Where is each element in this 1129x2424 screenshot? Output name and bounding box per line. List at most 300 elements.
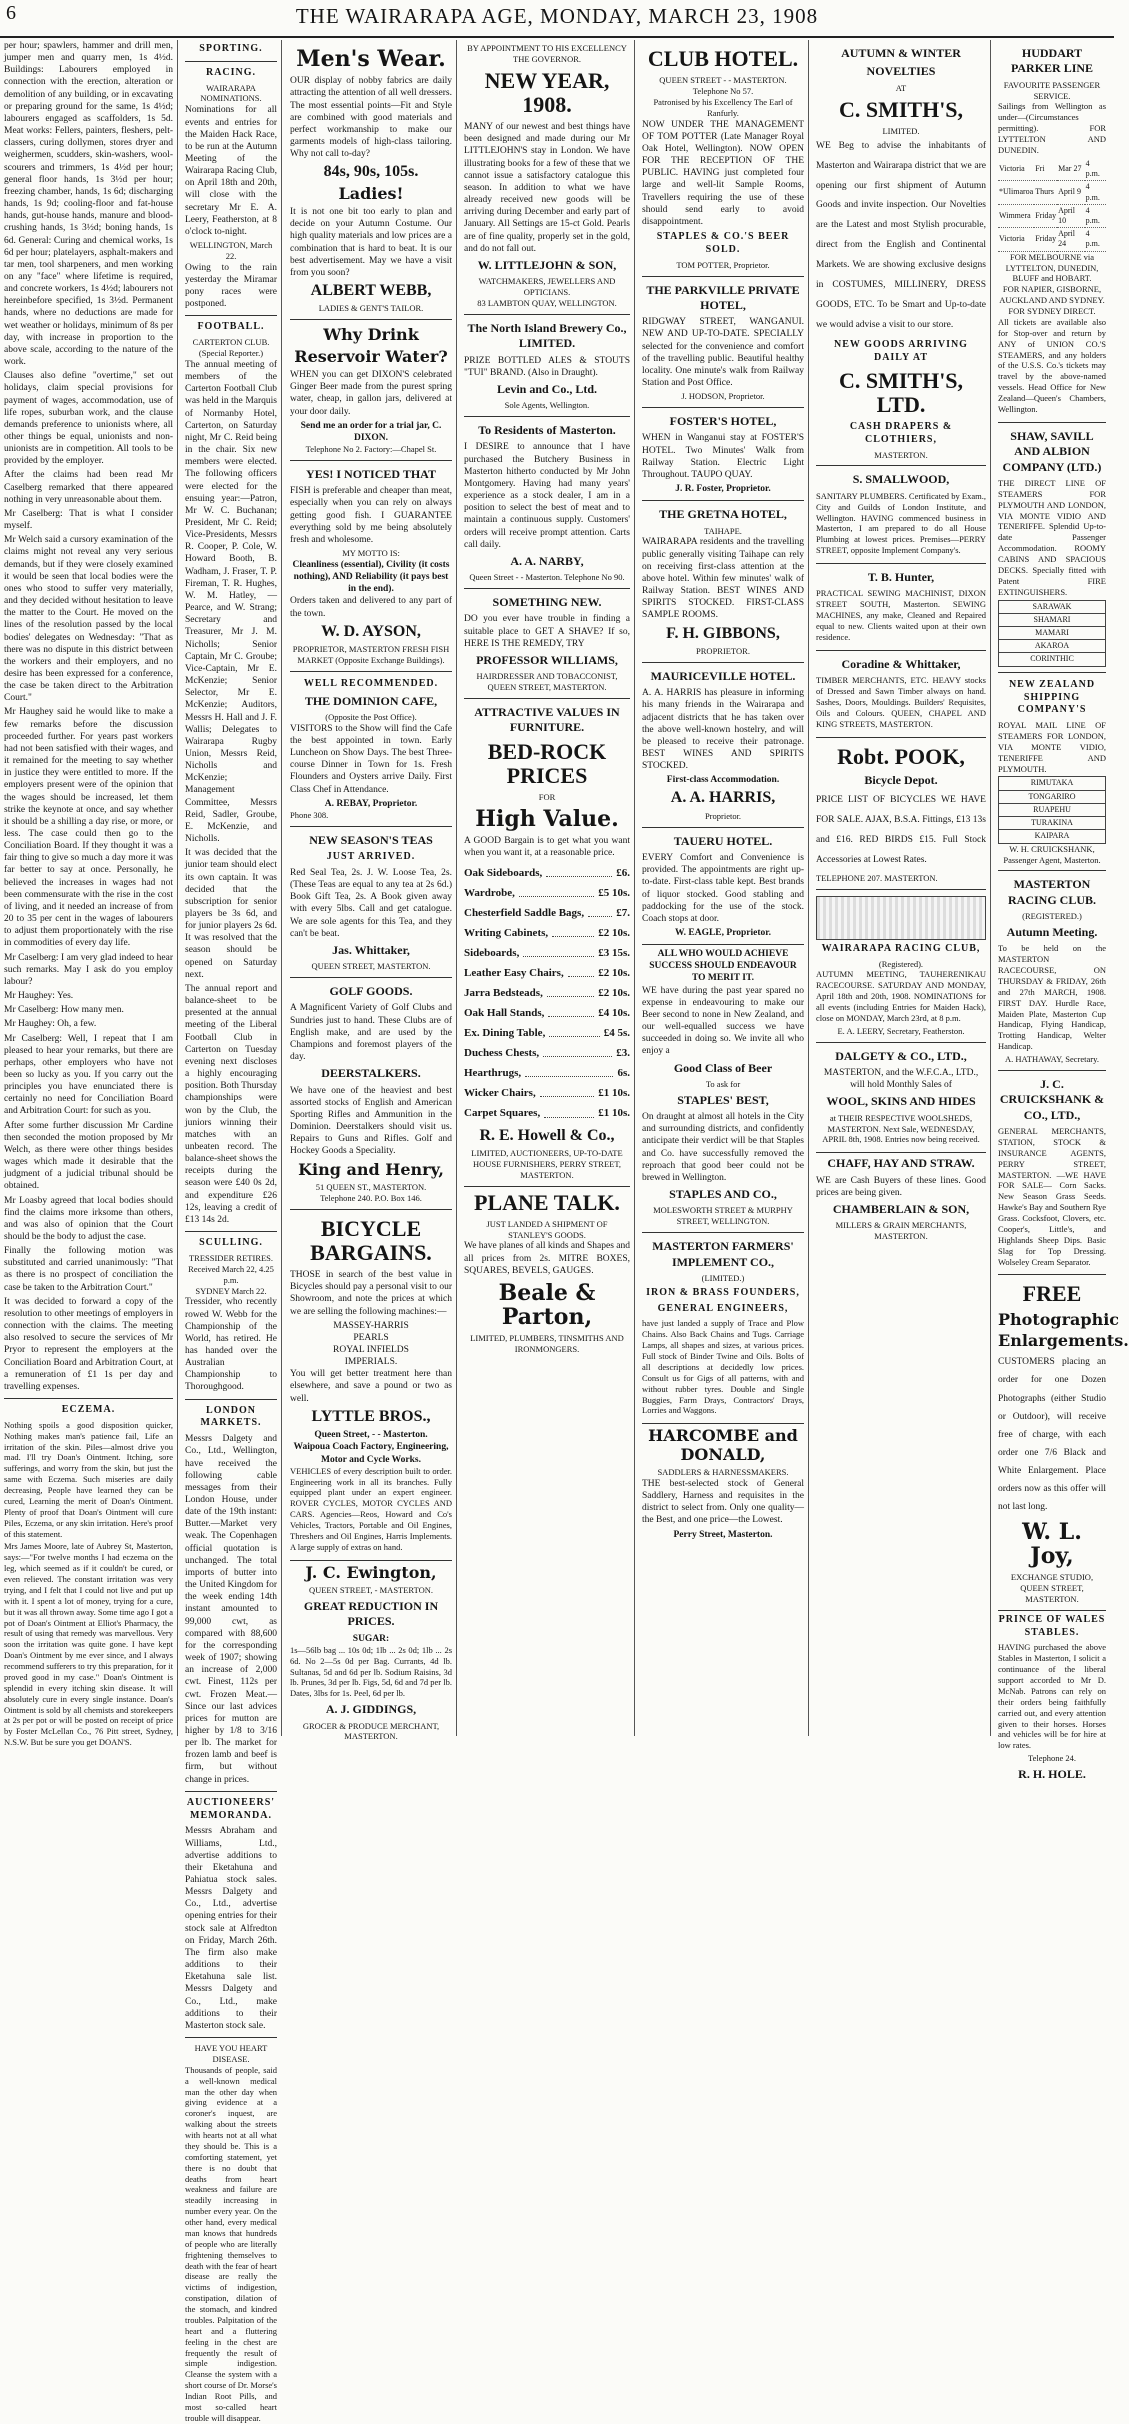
article-paragraph: Messrs Abraham and Williams, Ltd., advertise additions to their Eketahuna and Pahiatua stock sales. Messrs Dalgety and Co., Ltd., advertise opening entries for their stock sale at Alfredton on Friday, March 26th. The firm also make additions to their Eketahuna sale list. Messrs Dalgety and Co., Ltd., make additions to their Masterton stock sale. — [185, 1826, 277, 2031]
sailing-table — [998, 158, 1106, 252]
advert-title: AUTUMN & WINTER — [841, 46, 961, 60]
sailing-cell: Wimmera — [998, 204, 1034, 227]
article-paragraph: Clauses also define "overtime," set out holidays, claim special provisions for payment of wages, accommodation, use of life ropes, suburban work, and the clause demands preference to unionists where, all other things be equal, unionists and non-unionists are in competition. All tools to be provided by the employer. — [4, 371, 173, 467]
advert-furniture — [464, 699, 630, 1187]
item-price: £4 5s. — [603, 1027, 630, 1040]
advert-title: ALL WHO WOULD ACHIEVE SUCCESS SHOULD ENDEAVOUR TO MERIT IT. — [649, 949, 797, 984]
advert-text: All tickets are available also for Stop-over and return by ANY of UNION CO.'S STEAMERS, and any holders of the U.S.S. Co.'s tickets may travel by the above-named vessels. Head Office for New Zealand—Queen's Chambers, Wellington. — [998, 316, 1106, 414]
advert-text: THE best-selected stock of General Saddlery, Harness and requisites in the district to select from. Only one quality—the Best, and one price—the Lowest. — [642, 1478, 804, 1526]
advert-subtitle: JUST ARRIVED. — [326, 851, 416, 863]
advert-title: The North Island Brewery Co., LIMITED. — [467, 320, 627, 351]
advert-title: THE GRETNA HOTEL, — [659, 507, 787, 522]
advertiser-name: A. A. HARRIS, — [670, 789, 776, 807]
newspaper-title: THE WAIRARAPA AGE, MONDAY, MARCH 23, 1908 — [295, 4, 819, 28]
price-row — [464, 926, 630, 940]
advert-text: You will get better treatment here than elsewhere, and save a pound or two as well. — [290, 1369, 452, 1404]
ship-row — [999, 803, 1106, 816]
ship-row — [999, 830, 1106, 843]
price-row — [464, 1026, 630, 1040]
item-price: 6s. — [617, 1067, 630, 1080]
advertiser-detail: PROPRIETOR. — [696, 645, 750, 656]
advert-text: WHEN you can get DIXON'S celebrated Ginger Beer made from the purest spring water, cheap, in gallon jars, delivered at your door daily. — [290, 370, 452, 417]
advert-text: WAIRARAPA residents and the travelling public generally visiting Taihape can rely on receiving first-class attention at the above hotel. Within few minutes' walk of Railway Station. BEST WINES AND SPIRITS STOCKED. FIRST-CLASS SAMPLE ROOMS. — [642, 537, 804, 621]
advert-shaw-savill — [998, 423, 1106, 673]
advertiser-detail: TAIHAPE. — [704, 525, 742, 536]
advert-pook — [816, 738, 986, 890]
advert-mens-wear — [290, 40, 452, 320]
sailing-cell: *Ulimaroa — [998, 181, 1034, 204]
item-name: Carpet Squares, — [464, 1107, 541, 1120]
leader-dots — [543, 1046, 612, 1057]
sailing-cell: 4 p.m. — [1085, 204, 1106, 227]
item-price: £3. — [616, 1047, 630, 1060]
advertiser-detail: LADIES & GENT'S TAILOR. — [318, 303, 424, 314]
divider — [185, 315, 277, 316]
advert-text: WE are Cash Buyers of these lines. Good prices are being given. — [816, 1175, 986, 1198]
route-heading: FOR NAPIER, GISBORNE, AUCKLAND AND SYDNEY. — [999, 284, 1105, 306]
advert-text: We have planes of all kinds and Shapes and all prices from 2s. MITRE BOXES, SQUARES, BEVELS, GAUGES. — [464, 1241, 630, 1276]
ship-name: TURAKINA — [999, 817, 1106, 830]
advert-subtitle: NEW GOODS ARRIVING DAILY AT — [834, 339, 968, 363]
item-name: Wicker Chairs, — [464, 1087, 536, 1100]
advert-title: SOMETHING NEW. — [492, 595, 602, 610]
leader-dots — [544, 1106, 594, 1117]
advert-text: Sailings from Wellington as under—(Circumstances permitting). FOR LYTTELTON AND DUNEDIN. — [998, 101, 1106, 155]
advert-callout: Send me an order for a trial jar, C. DIXON. — [300, 420, 442, 443]
advert-title: BICYCLE BARGAINS. — [310, 1215, 432, 1265]
leader-dots — [548, 1006, 594, 1017]
advertiser-detail: MOLESWORTH STREET & MURPHY STREET, WELLINGTON. — [653, 1205, 793, 1227]
leader-dots — [588, 906, 612, 917]
advert-title: NEW YEAR, 1908. — [484, 67, 610, 117]
advert-callout: MY MOTTO IS: — [342, 548, 400, 558]
advert-title: To Residents of Masterton. — [478, 423, 616, 438]
advert-title: WAIRARAPA RACING CLUB, — [821, 942, 981, 954]
sailing-cell: 4 p.m. — [1085, 181, 1106, 204]
advert-dalgety — [816, 1043, 986, 1154]
article-paragraph: The annual meeting of members of the Carterton Football Club was held in the Marquis of Normanby Hotel, Carterton, on Saturday night, Mr C. Reid being in the chair. Six new members were elected. The following officers were elected for the ensuing year:—Patron, Mr W. C. Buchanan; President, Mr C. Reid; Vice-Presidents, Messrs R. Cooper, P. Cole, W. Howard Booth, B. Wadham, J. Fraser, T. P. Fireman, T. R. Hughes, W. M. Hatley, — Pearce, and W. Strang; Secretary and Treasurer, Mr J. M. Nicholls; Senior Captain, Mr C. Groube; Vice-Captain, Mr E. McKenzie; Senior Selector, Mr E. McKenzie; Auditors, Messrs H. Hall and J. F. Wallis; Delegates to Wairarapa Rugby Union, Messrs Reid, Nicholls and McKenzie; Management Committee, Messrs Reid, Sadler, Groube, E. McKenzie, and Nicholls. — [185, 359, 277, 845]
divider — [185, 1399, 277, 1400]
advert-subtitle: BY APPOINTMENT TO HIS EXCELLENCY THE GOVERNOR. — [467, 43, 627, 64]
price-row — [464, 1086, 630, 1100]
advertiser-name: W. LITTLEJOHN & SON, — [477, 257, 617, 272]
advertiser-detail: 83 LAMBTON QUAY, WELLINGTON. — [477, 297, 617, 308]
sailing-cell: Victoria — [998, 228, 1034, 251]
advertiser-name: PROFESSOR WILLIAMS, — [476, 652, 618, 667]
advertiser-detail: Phone 308. — [290, 809, 329, 820]
article-paragraph: Mr Caselberg: Well, I repeat that I am pleased to hear your remarks, but there are perhaps, other employers who have not been so lucky as you. If you carry out the principles you have enunciated there is certainly no need for Conciliation Board and Arbitration Court: for such as you. — [4, 1033, 173, 1117]
bike-brand: IMPERIALS. — [344, 1357, 398, 1368]
advert-c-smiths — [816, 40, 986, 466]
item-price: £6. — [616, 866, 630, 879]
item-name: Oak Hall Stands, — [464, 1007, 545, 1020]
item-price: £5 10s. — [598, 886, 630, 899]
advert-text: PRIZE BOTTLED ALES & STOUTS "TUI" BRAND. (Also in Draught). — [464, 355, 630, 378]
advert-title: GREAT REDUCTION IN PRICES. — [303, 1598, 439, 1629]
advert-title: THE PARKVILLE PRIVATE HOTEL, — [646, 282, 800, 312]
advertiser-detail: Patronised by his Excellency The Earl of Ranfurly. — [653, 96, 793, 118]
advertiser-name: R. E. Howell & Co., — [479, 1126, 615, 1144]
advertiser-name: HARCOMBE and DONALD, — [648, 1426, 798, 1464]
advert-subtitle: Autumn Meeting. — [1006, 925, 1098, 939]
article-paragraph: After some further discussion Mr Cardine then seconded the motion proposed by Mr Welch, as there were other things besides wages which made it desirable that the judgment of a judicial tribunal should be obtained. — [4, 1120, 173, 1192]
item-name: Writing Cabinets, — [464, 926, 549, 939]
advert-title: MASTERTON FARMERS' IMPLEMENT CO., — [652, 1239, 794, 1269]
leader-dots — [519, 886, 594, 897]
bike-brand: PEARLS — [353, 1332, 389, 1343]
sailing-cell: Friday — [1034, 228, 1057, 251]
dateline: Received March 22, 4.25 p.m. — [188, 1263, 274, 1285]
advert-title: CLUB HOTEL. — [647, 46, 799, 71]
ship-name: RUAPEHU — [999, 803, 1106, 816]
advert-subtitle: Waipoua Coach Factory, Engineering, Motor and Cycle Works. — [293, 1442, 449, 1465]
advertiser-detail: EXCHANGE STUDIO, QUEEN STREET, MASTERTON. — [1010, 1572, 1094, 1604]
advert-text: Thousands of people, said a well-known medical man the other day when giving evidence at a coroner's inquest, are walking about the streets with hearts not at all what they should be. This is a comforting statement, yet there is no doubt that deaths from heart weakness and failure are steadily increasing in number every year. On the other hand, every medical man knows that hundreds of people who are literally frightening themselves to death with the fear of heart disease are really the victims of indigestion, constipation, dilation of the stomach, and kindred troubles. Palpitation of the heart and a fluttering feeling in the chest are frequently the result of simple indigestion. Cleanse the system with a short course of Dr. Morse's Indian Root Pills, and most so-called heart trouble will disappear. — [185, 2064, 277, 2423]
article-paragraph: Messrs Dalgety and Co., Ltd., Wellington, have received the following cable messages from their London House, under date of the 19th instant: Butter.—Market very weak. The Copenhagen official quotation is unchanged. The total imports of butter into the United Kingdom for the week ending 14th instant amounted to 99,000 cwt, as compared with 88,600 for the corresponding week of 1907; showing an increase of 2,000 cwt. Finest, 112s per cwt. Frozen Meat.—Since our last advices prices for mutton are higher by 1/8 to 3/16 per lb. The market for frozen lamb and beef is firm, but without change in prices. — [185, 1434, 277, 1785]
advertiser-detail: QUEEN STREET - - MASTERTON. Telephone No 57. — [659, 75, 787, 97]
advertiser-detail: Telephone 240. P.O. Box 146. — [320, 1192, 422, 1203]
advert-cruickshank — [998, 1071, 1106, 1275]
article-paragraph: Mr Caselberg: How many men. — [4, 1005, 124, 1016]
advert-hunter — [816, 564, 986, 651]
advertiser-detail: LIMITED. — [882, 125, 920, 136]
article-paragraph: per hour; spawlers, hammer and drill men, jumper men and quarry men, 1s 4½d. Buildings: Labourers employed in connection with the erection, alteration or demolition of any building, or in excavating or preparing ground for the same, 1s 4½d; labourers engaged as scaffolders, 1s 5d. Meat works: Fellers, painters, fleshers, pelt-classers, curing dollymen, stores dryer and weighermen, scudders, skin-washers, wool-scourers and trimmers, 1s 4½d per hour; general floor hands, 1s 3½d per hour; freezing chamber, hands, 1s 6d; discharging hands, 1s 9d; cooling-floor and fat-house hands, gut-house hands, manure and blood-crushing hands, 1s 3½d; boning hands, 1s 6d. General: Curing and chemical works, 1s 6d per hour; platelayers, asphalt-makers and tar men, tool sharpeners, and men working on any "face" where lifetime is required, and concrete workers, 1s 4½d; labourers not hereinbefore specified, 1s 3½d. Permanent hands, where no deductions are made for wet weather or holidays, minimum of 8s per day, with increase in proportion to the above scale, according to the nature of the work. — [4, 41, 173, 368]
column-ads-shipping — [994, 40, 1129, 1782]
advertiser-detail: MASTERTON. — [874, 449, 928, 460]
advert-title: Men's Wear. — [296, 46, 446, 72]
advertiser-detail: (LIMITED.) — [701, 1272, 745, 1283]
leader-dots — [549, 1026, 599, 1037]
advertiser-name: W. D. AYSON, — [321, 622, 421, 640]
ship-name: AKAROA — [999, 640, 1106, 653]
item-price: £3 15s. — [598, 946, 630, 959]
item-price: £2 10s. — [598, 926, 630, 939]
advert-text: I DESIRE to announce that I have purchased the Butchery Business in Masterton hitherto conducted by Mr John Montgomery. Having had many years' experience as a stock dealer, I am in a position to select the best of meat and to maintain a continuous supply. Customers' orders will receive prompt attention. Carts call daily. — [464, 442, 630, 550]
item-name: Sideboards, — [464, 946, 520, 959]
advert-title: MASTERTON RACING CLUB. — [1007, 877, 1096, 907]
sailing-cell: April 9 — [1057, 181, 1084, 204]
advertiser-detail: HAIRDRESSER AND TOBACCONIST, QUEEN STREET, MASTERTON. — [476, 671, 618, 693]
advert-text: OUR display of nobby fabrics are daily attracting the attention of all well dressers. The most essential points—Fit and Style are combined with good materials and perfect workmanship to make our garments models of high-class tailoring. Why not call to-day? — [290, 76, 452, 160]
ship-row — [999, 790, 1106, 803]
advertiser-detail: 51 QUEEN ST., MASTERTON. — [315, 1181, 427, 1192]
advert-taueru — [642, 828, 804, 945]
item-price: £2 10s. — [598, 966, 630, 979]
advert-text: THOSE in search of the best value in Bicycles should pay a personal visit to our Showroom, and note the prices at which we are selling the following machines:— — [290, 1270, 452, 1317]
advert-text: VEHICLES of every description built to order. Engineering work in all its branches. Fully equipped plant under an expert engineer. ROVER CYCLES, MOTOR CYCLES AND CARS. Agencies—Reos, Howard and Co's Vehicles, Tractors, Portable and Oil Engines, Threshers and Oil Engines, Harris Implements. A large supply of extras on hand. — [290, 1465, 452, 1552]
advert-text: MANY of our newest and best things have been designed and made during our Mr LITTLEJOHN'S stay in London. We have illustrating books for a few of these that we cannot issue a satisfactory catalogue this season. In addition to what we have already received new goods will be arriving during December and early part of January. All Settings are 15-ct Gold. Pearls are of fine quality, properly set in the gold, and do not fall out. — [464, 122, 630, 254]
advertiser-detail: Telephone 24. — [1027, 1753, 1077, 1764]
page-number: 6 — [6, 2, 16, 24]
price-row — [464, 866, 630, 880]
advert-text: Nothing spoils a good disposition quicker, Nothing makes man's patience fail, Life an irritation of the skin. Piles—almost drive you mad. I'll try Doan's Ointment. Itching, sore sufferings, and worry from the skin, but just the same with Eczema. Such miseries are daily decreasing, People have learned they can be cured, Learning the merit of Doan's Ointment. Plenty of proof that Doan's Ointment will cure Piles, Eczema, or any skin irritation. Here's proof of this statement. — [4, 1419, 173, 1539]
column-ads-hotels — [638, 40, 809, 1736]
advert-coradine — [816, 651, 986, 738]
advert-title: YES! I NOTICED THAT — [306, 466, 436, 481]
ship-name: MAMARI — [999, 627, 1106, 640]
advert-gretna — [642, 501, 804, 663]
section-heading: SCULLING. — [199, 1237, 263, 1249]
masthead-bar — [0, 0, 1114, 38]
advert-title: DEERSTALKERS. — [321, 1066, 421, 1081]
advertiser-detail: Queen Street - - Masterton. Telephone No 90. — [469, 572, 625, 583]
price-row — [464, 1046, 630, 1060]
bike-brand: ROYAL INFIELDS — [333, 1345, 409, 1356]
advertiser-name: THE DOMINION CAFE, — [304, 693, 438, 708]
advert-text: RIDGWAY STREET, WANGANUI. NEW AND UP-TO-DATE. SPECIALLY selected for the convenience and comfort of the travelling public. Beautiful healthy locality. One minute's walk from Railway Station and Post Office. — [642, 317, 804, 389]
advertiser-detail: CASH DRAPERS & CLOTHIERS, — [849, 421, 953, 445]
advert-farmers-implement — [642, 1233, 804, 1424]
advert-title: NEW SEASON'S TEAS — [309, 832, 433, 847]
advert-title: TAUERU HOTEL. — [673, 833, 773, 848]
price-list — [464, 866, 630, 1121]
price-row — [464, 1066, 630, 1080]
advertiser-detail: Perry Street, Masterton. — [673, 1529, 773, 1540]
advert-text: Orders taken and delivered to any part of the town. — [290, 596, 452, 619]
sailing-cell: 4 p.m. — [1085, 228, 1106, 251]
advertiser-name: Beale & Parton, — [498, 1279, 596, 1331]
advertiser-name: Jas. Whittaker, — [332, 942, 410, 957]
advert-text: To be held on the MASTERTON RACECOURSE, ON THURSDAY & FRIDAY, 26th and 27th MARCH, 1908. FIRST DAY. Hurdle Race, Maiden Plate, Masterton Cup Handicap, Flying Handicap, Trotting Handicap, Welter Handicap. — [998, 943, 1106, 1052]
column-ads-tailors — [286, 40, 457, 1742]
advert-text: MASTERTON, and the W.F.C.A., LTD., will hold Monthly Sales of — [823, 1068, 979, 1091]
item-name: Duchess Chests, — [464, 1047, 540, 1060]
advert-harcombe — [642, 1427, 804, 1540]
article-paragraph: Mr Caselberg: I am very glad indeed to hear such remarks. May I ask do you employ labour? — [4, 952, 173, 987]
dateline: WELLINGTON, March 22. — [189, 240, 273, 261]
advertiser-detail: MILLERS & GRAIN MERCHANTS, MASTERTON. — [835, 1220, 967, 1242]
advert-text: THE DIRECT LINE OF STEAMERS FOR PLYMOUTH AND LONDON, VIA MONTE VIDIO AND TENERIFFE. Splendid Up-to-date Passenger Accommodation. ROOMY CABINS AND SPACIOUS DECKS. Specially fitted with Patent FIRE EXTINGUISHERS. — [998, 477, 1106, 597]
advert-callout: WOOL, SKINS AND HIDES — [826, 1094, 976, 1109]
column-ads-drapers — [812, 40, 991, 1736]
divider — [185, 1791, 277, 1792]
column-sporting — [181, 40, 282, 2423]
ship-row — [999, 640, 1106, 653]
advertiser-name: S. SMALLWOOD, — [852, 472, 950, 487]
advertiser-name: A. HATHAWAY, Secretary. — [1005, 1054, 1099, 1065]
advertiser-detail: GROCER & PRODUCE MERCHANT, MASTERTON. — [302, 1720, 440, 1742]
advert-staples — [642, 945, 804, 1233]
leader-dots — [547, 986, 594, 997]
article-paragraph: After the claims had been read Mr Caselberg remarked that there appeared nothing in very unreasonable about them. — [4, 470, 173, 505]
advert-club-hotel — [642, 40, 804, 277]
sailing-row — [998, 158, 1106, 181]
advert-nz-shipping — [998, 673, 1106, 872]
advert-mauriceville — [642, 663, 804, 828]
advertiser-detail: Sole Agents, Wellington. — [504, 400, 590, 411]
advertiser-name: W. H. CRUICKSHANK, Passenger Agent, Masterton. — [1003, 843, 1101, 865]
advertiser-name: A. J. GIDDINGS, — [325, 1702, 417, 1717]
price-row — [464, 886, 630, 900]
advert-bicycles — [290, 1210, 452, 1561]
advert-subtitle: SUGAR: — [352, 1633, 390, 1644]
advert-text: PRACTICAL SEWING MACHINIST, DIXON STREET SOUTH, Masterton. SEWING MACHINES, any make, Cleaned and Repaired equal to new. Clients waited upon at their own residence. — [816, 588, 986, 642]
advert-title: Enlargements. — [998, 1331, 1129, 1351]
sailing-row — [998, 181, 1106, 204]
divider — [185, 2037, 277, 2038]
advert-masterton-racing — [998, 871, 1106, 1071]
advertiser-detail: TELEPHONE 207. MASTERTON. — [816, 872, 938, 883]
article-paragraph: Mr Loasby agreed that local bodies should find the claims more irksome than others, and was also of opinion that the Court should be the body to adjust the case. — [4, 1195, 173, 1242]
advertiser-detail: (REGISTERED.) — [1022, 911, 1082, 922]
advert-prince-of-wales — [998, 1614, 1106, 1783]
advert-text: It is not one bit too early to plan and decide on your Autumn Costume. Our high quality materials and low prices are a combination that is hard to beat. It is our best advertisement. May we have a visit from you soon? — [290, 207, 452, 278]
section-heading: SPORTING. — [199, 43, 263, 54]
ship-name: RIMUTAKA — [999, 777, 1106, 790]
item-name: Ex. Dining Table, — [464, 1027, 546, 1040]
advertiser-name: Levin and Co., Ltd. — [496, 381, 598, 396]
article-paragraph: Nominations for all events and entries for the Maiden Hack Race, to be run at the Autumn Meeting of the Wairarapa Racing Club, on April 18th and 20th, will close with the secretary Mr E. A. Leery, Featherston, at 8 o'clock to-night. — [185, 105, 277, 237]
item-price: £7. — [616, 906, 630, 919]
sailing-cell: Victoria — [998, 158, 1034, 181]
advert-callout: First-class Accommodation. — [666, 775, 780, 786]
advertiser-detail: PROPRIETOR, MASTERTON FRESH FISH MARKET (Opposite Exchange Buildings). — [292, 644, 450, 665]
advert-brewery — [464, 315, 630, 417]
racecourse-illustration — [816, 896, 986, 940]
advertiser-detail: Telephone No 2. Factory:—Chapel St. — [305, 443, 437, 454]
ship-row — [999, 653, 1106, 666]
advert-callout: To ask for — [705, 1078, 741, 1089]
ship-name: SARAWAK — [999, 600, 1106, 613]
sailing-cell: 4 p.m. — [1085, 158, 1106, 181]
advertiser-name: J. C. CRUICKSHANK & CO., LTD., — [999, 1076, 1105, 1122]
price-row — [464, 1006, 630, 1020]
advertiser-name: A. REBAY, Proprietor. — [324, 798, 418, 809]
ship-row — [999, 613, 1106, 626]
dateline: SYDNEY March 22. — [195, 1285, 267, 1296]
ship-table — [998, 776, 1106, 843]
advert-fish — [290, 461, 452, 672]
advert-huddart-parker — [998, 40, 1106, 423]
route-heading: FOR SYDNEY DIRECT. — [1008, 306, 1096, 317]
advert-title: BED-ROCK PRICES — [487, 738, 607, 788]
article-paragraph: Owing to the rain yesterday the Miramar pony races were postponed. — [185, 262, 277, 310]
advert-title: PRINCE OF WALES STABLES. — [998, 1613, 1106, 1638]
advert-subtitle: AT — [895, 82, 907, 93]
sub-heading: WAIRARAPA NOMINATIONS. — [200, 82, 262, 104]
price-row — [464, 906, 630, 920]
route-heading: FOR MELBOURNE via LYTTELTON, DUNEDIN, BLUFF and HOBART. — [1005, 251, 1099, 284]
advert-subtitle: JUST LANDED A SHIPMENT OF STANLEY'S GOODS. — [486, 1218, 608, 1240]
ship-row — [999, 777, 1106, 790]
sailing-cell: Mar 27 — [1057, 158, 1084, 181]
advertiser-name: F. H. GIBBONS, — [666, 624, 780, 642]
advert-text: EVERY Comfort and Convenience is provided. The appointments are right up-to-date. First-class table kept. Best brands of liquor stocked. Good stabling and paddocking for the use of the stock. Coach stops at door. — [642, 853, 804, 924]
item-price: £1 10s. — [598, 1087, 630, 1100]
leader-dots — [546, 866, 612, 877]
article-paragraph: Mr Haughey: Oh, a few. — [4, 1019, 97, 1030]
ship-table — [998, 600, 1106, 667]
advertiser-name: J. C. Ewington, — [305, 1562, 437, 1582]
advert-callout: STAPLES' BEST, — [677, 1092, 769, 1107]
advertiser-detail: LIMITED, AUCTIONEERS, UP-TO-DATE HOUSE FURNISHERS, PERRY STREET, MASTERTON. — [471, 1147, 623, 1180]
item-name: Oak Sideboards, — [464, 866, 543, 879]
bike-brand: MASSEY-HARRIS — [333, 1320, 409, 1331]
advert-golf — [290, 978, 452, 1210]
advert-title: FREE — [1022, 1281, 1082, 1307]
advert-text: A GOOD Bargain is to get what you want when you want it, at a reasonable price. — [464, 836, 630, 859]
advert-text: Red Seal Tea, 2s. J. W. Loose Tea, 2s. (These Teas are equal to any tea at 2s 6d.) Book Gift Tea, 2s. A Book given away with every 5lbs. Call and get catalogue. We are sole agents for this Tea, and they can't be beat. — [290, 867, 452, 939]
divider — [185, 1231, 277, 1232]
leader-dots — [568, 966, 595, 977]
advert-callout: Good Class of Beer — [673, 1060, 773, 1075]
article-paragraph: Mr Caselberg: That is what I consider myself. — [4, 508, 173, 532]
price-row — [464, 1106, 630, 1120]
advertiser-name: E. A. LEERY, Secretary, Featherston. — [837, 1025, 965, 1036]
advertiser-name: J. R. Foster, Proprietor. — [675, 484, 771, 495]
advertiser-name: Robt. POOK, — [837, 743, 965, 769]
advert-title: Why Drink — [323, 325, 419, 345]
advertiser-detail: QUEEN STREET, - MASTERTON. — [308, 1585, 434, 1596]
item-price: £2 10s. — [598, 986, 630, 999]
article-paragraph: The annual report and balance-sheet to be presented at the annual meeting of the Liberal Football Club in Carterton on Tuesday evening next discloses a highly encouraging position. Both Thursday championships were won by the Club, the juniors winning their matches with an unbeaten record. The balance-sheet shows the receipts during the season were £40 0s 2d, and expenditure £26 12s, leaving a credit of £13 14s 2d. — [185, 983, 277, 1225]
advert-title: WELL RECOMMENDED. — [303, 677, 439, 689]
sailing-cell: April 24 — [1057, 228, 1084, 251]
advertiser-name: A. A. NARBY, — [510, 553, 584, 568]
advert-text: have just landed a supply of Trace and Plow Chains. Also Back Chains and Tugs. Carriage Lamps, all shapes and sizes, at various prices. Full stock of Binder Twine and Oils. Bolts of all descriptions at decidedly low prices. Consult us for Gigs of all patterns, with and without rubber tyres. Double and Single Buggies, Farm Drays, Contractors' Drays, Lorries and Waggons. — [642, 1318, 804, 1416]
sailing-cell: Fri — [1034, 158, 1057, 181]
sailing-row — [998, 228, 1106, 251]
sub-heading: CARTERTON CLUB. — [192, 337, 270, 348]
item-name: Chesterfield Saddle Bags, — [464, 906, 585, 919]
advertiser-name: CHAMBERLAIN & SON, — [832, 1201, 970, 1216]
ship-row — [999, 627, 1106, 640]
advert-text: AUTUMN MEETING, TAUHERENIKAU RACECOURSE. SATURDAY AND MONDAY, April 18th and 20th, 1908. NOMINATIONS for all events (including Entries for Maiden Hack), close on MONDAY, March 23rd, at 8 p.m. — [816, 969, 986, 1023]
leader-dots — [523, 946, 594, 957]
advert-title: ATTRACTIVE VALUES IN FURNITURE. — [474, 705, 620, 735]
divider — [4, 1398, 173, 1399]
ship-row — [999, 817, 1106, 830]
leader-dots — [540, 1086, 595, 1097]
advert-text: PRICE LIST OF BICYCLES WE HAVE FOR SALE. AJAX, B.S.A. Fittings, £13 13s and £16. RED BIRDS £15. Full Stock Accessories at Lowest Rates. — [816, 795, 986, 865]
advert-williams — [464, 589, 630, 699]
advert-title: PLANE TALK. — [474, 1189, 620, 1215]
sailing-cell: Thurs — [1034, 181, 1057, 204]
advertiser-detail: WATCHMAKERS, JEWELLERS AND OPTICIANS. — [478, 276, 616, 298]
price-line: 84s, 90s, 105s. — [323, 163, 419, 181]
advert-text: WE have during the past year spared no expense in endeavouring to make our Beer second to none in New Zealand, and our well-equalled success we have succeeded in doing so. We invite all who enjoy a — [642, 985, 804, 1057]
advert-title: MAURICEVILLE HOTEL. — [650, 668, 796, 683]
advert-text: NOW UNDER THE MANAGEMENT OF TOM POTTER (Late Manager Royal Oak Hotel, Wellington). NOW OPEN FOR THE RECEPTION OF THE PUBLIC. HAVING just completed four large and well-lit Sample Rooms, Travellers requiring the use of these should send early to avoid disappointment. — [642, 119, 804, 227]
item-name: Wardrobe, — [464, 886, 515, 899]
sub-heading: RACING. — [205, 66, 257, 78]
item-name: Hearthrugs, — [464, 1067, 522, 1080]
section-heading: AUCTIONEERS' MEMORANDA. — [186, 1796, 276, 1821]
advert-text: On draught at almost all hotels in the City and surrounding districts, and confidently anticipate their verdict will be that Staples and Co. have successfully removed the reproach that good beer could not be brewed in Wellington. — [642, 1112, 804, 1183]
advert-narby — [464, 417, 630, 589]
section-heading: LONDON MARKETS. — [200, 1404, 262, 1429]
advert-text: Mrs James Moore, late of Aubrey St, Masterton, says:—"For twelve months I had eczema on the leg, which seemed as if it couldn't be cured, or even relieved. The constant irritation was very trying, and I felt that I could not live and put up with it. I spent a lot of money, trying for a cure, but it was all thrown away. Some time ago I got a pot of Doan's Ointment at Elliot's Pharmacy, the result of using that remedy was marvellous. Very soon the irritation was quite gone. I have kept Doan's Ointment by me ever since, and I always recommend sufferers to try this preparation, for it proved good in my case." Doan's Ointment is splendid in every itching skin disease. It will absolutely cure in every single instance. Doan's Ointment is sold by all chemists and storekeepers at 2s per pot or will be posted on receipt of price by Foster McLellan Co., 76 Pitt street, Sydney, N.S.W. But be sure you get DOAN'S. — [4, 1541, 173, 1748]
divider — [185, 61, 277, 62]
advertiser-name: T. B. Hunter, — [867, 570, 935, 585]
ship-name: TONGARIRO — [999, 790, 1106, 803]
sailing-cell: April 10 — [1057, 204, 1084, 227]
advert-subtitle: FAVOURITE PASSENGER SERVICE. — [1003, 79, 1101, 101]
advert-title: HUDDART PARKER LINE — [1010, 46, 1094, 76]
price-row — [464, 966, 630, 980]
byline: (Special Reporter.) — [198, 348, 264, 359]
advert-text: A. A. HARRIS has pleasure in informing his many friends in the Wairarapa and adjacent districts that he has taken over the above well-known hostelry, and will be pleased to receive their patronage. BEST WINES AND SPIRITS STOCKED. — [642, 688, 804, 772]
advertiser-detail: LIMITED, PLUMBERS, TINSMITHS AND IRONMONGERS. — [470, 1333, 624, 1355]
advert-text: ROYAL MAIL LINE OF STEAMERS FOR LONDON, VIA MONTE VIDIO, TENERIFFE AND PLYMOUTH. — [998, 720, 1106, 774]
item-price: £1 10s. — [598, 1107, 630, 1120]
price-row — [464, 986, 630, 1000]
advert-title: Reservoir Water? — [294, 346, 448, 366]
advertiser-detail: (Opposite the Post Office). — [325, 711, 417, 722]
advert-text: WHEN in Wanganui stay at FOSTER'S HOTEL. Two Minutes' Walk from Railway Station. Electric Light Throughout. TAUPO QUAY. — [642, 433, 804, 480]
advertiser-name: TOM POTTER, Proprietor. — [676, 259, 770, 270]
advert-text: SANITARY PLUMBERS. Certificated by Exam., City and Guilds of London Institute, and Wellington. HAVING commenced business in Masterton, I am prepared to do all House Plumbing at lowest prices. Premises—PERRY STREET, opposite Implement Company's. — [816, 490, 986, 556]
